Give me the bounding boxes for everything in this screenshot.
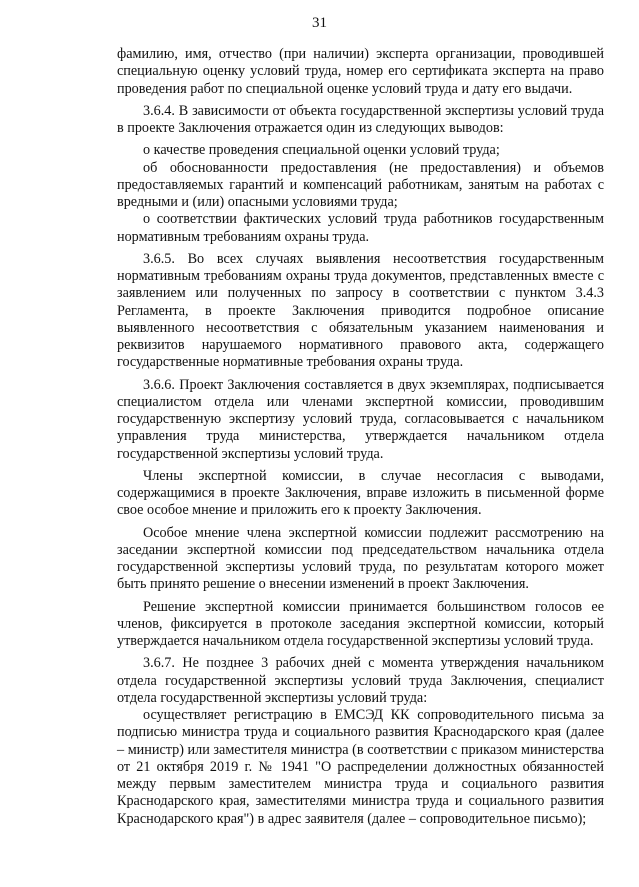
paragraph: фамилию, имя, отчество (при наличии) эксперта организации, проводившей специальную оценку условий труда, номер его сертификата эксперта на право проведения работ по специальной оценке условий труда и дату его выдачи. (117, 46, 604, 97)
paragraph: 3.6.6. Проект Заключения составляется в двух экземплярах, подписывается специалистом отдела или членами экспертной комиссии, проводившим государственную экспертизу условий труда, согласовывается с начальником управления труда министерства, утверждается начальником отдела государственной экспертизы условий труда. (117, 376, 604, 462)
paragraph: 3.6.7. Не позднее 3 рабочих дней с момента утверждения начальником отдела государственной экспертизы условий труда Заключения, специалист отдела государственной экспертизы условий труда: (117, 655, 604, 706)
paragraph: Члены экспертной комиссии, в случае несогласия с выводами, содержащимися в проекте Заключения, вправе изложить в письменной форме свое особое мнение и приложить его к проекту Заключения. (117, 467, 604, 519)
paragraph: о соответствии фактических условий труда работников государственным нормативным требованиям охраны труда. (117, 211, 604, 245)
document-body (117, 46, 604, 828)
paragraph: Решение экспертной комиссии принимается большинством голосов ее членов, фиксируется в протоколе заседания экспертной комиссии, который утверждается начальником отдела государственной экспертизы условий труда. (117, 598, 604, 649)
paragraph: 3.6.4. В зависимости от объекта государственной экспертизы условий труда в проекте Заключения отражается один из следующих выводов: (117, 102, 604, 136)
paragraph: Особое мнение члена экспертной комиссии подлежит рассмотрению на заседании экспертной комиссии под председательством начальника отдела государственной экспертизы условий труда, по результатам которого может быть принято решение о внесении изменений в проект Заключения. (117, 524, 604, 593)
paragraph: 3.6.5. Во всех случаях выявления несоответствия государственным нормативным требованиям охраны труда документов, представленных вместе с заявлением или полученных по запросу в соответствии с пунктом 3.4.3 Регламента, в проекте Заключения приводится подробное описание выявленного несоответствия с обязательным указанием наименования и реквизитов нарушаемого нормативного правового акта, содержащего государственные нормативные требования охраны труда. (117, 250, 604, 371)
paragraph: о качестве проведения специальной оценки условий труда; (143, 142, 500, 159)
paragraph: осуществляет регистрацию в ЕМСЭД КК сопроводительного письма за подписью министра труда и социального развития Краснодарского края (далее – министр) или заместителя министра (в соответствии с приказом министерства от 21 октября 2019 г. № 1941 "О распределении должностных обязанностей между первым заместителем министра труда и социального развития Краснодарского края, заместителями министра труда и социального развития Краснодарского края") в адрес заявителя (далее – сопроводительное письмо); (117, 707, 604, 827)
paragraph: об обоснованности предоставления (не предоставления) и объемов предоставляемых гарантий и компенсаций работникам, занятым на работах с вредными и (или) опасными условиями труда; (117, 159, 604, 210)
page-number: 31 (312, 15, 327, 31)
